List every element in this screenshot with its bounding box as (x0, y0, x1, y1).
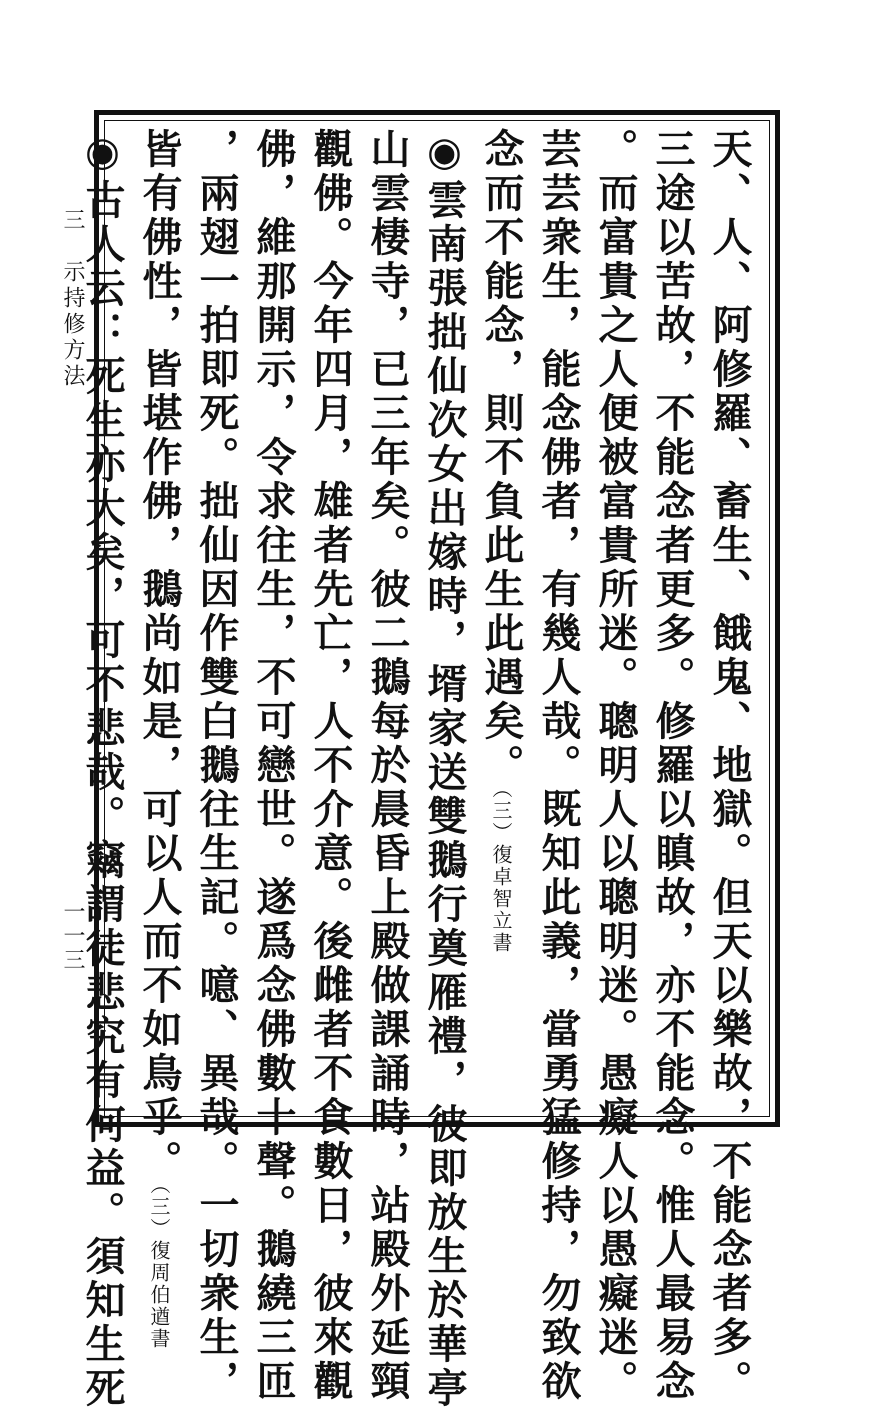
text-segment: 山雲棲寺，已三年矣。彼二鵝每於晨昏上殿做課誦時，站殿外延頸 (364, 128, 411, 1404)
text-segment: ◉古人云：死生亦大矣，可不悲哉。竊謂徒悲究有何益。須知生死 (79, 128, 126, 1411)
text-column (473, 128, 530, 1108)
text-column (644, 128, 701, 1404)
text-segment: 佛，維那開示，令求往生，不可戀世。遂爲念佛數十聲。鵝繞三匝 (250, 128, 297, 1404)
text-segment: 。而富貴之人便被富貴所迷。聰明人以聰明迷。愚癡人以愚癡迷。 (592, 128, 639, 1404)
page-number: 一一三 (60, 900, 85, 972)
text-column (416, 128, 473, 1411)
text-segment: 念而不能念，則不負此生此遇矣。 (478, 128, 525, 788)
source-note: （三）復卓智立書 (489, 788, 513, 954)
text-column (530, 128, 587, 1404)
text-segment: 皆有佛性，皆堪作佛，鵝尚如是，可以人而不如鳥乎。 (136, 128, 183, 1184)
source-note: （三）復周伯遒書 (147, 1184, 171, 1350)
text-column (131, 128, 188, 1350)
text-column (188, 128, 245, 1404)
text-column (245, 128, 302, 1404)
text-body (79, 128, 758, 1411)
running-head: 三 示持修方法 (60, 208, 85, 390)
text-segment: 芸芸衆生，能念佛者，有幾人哉。既知此義，當勇猛修持，勿致欲 (535, 128, 582, 1404)
text-segment: ，兩翅一拍即死。拙仙因作雙白鵝往生記。噫、異哉。一切衆生， (193, 128, 240, 1404)
text-column (359, 128, 416, 1404)
text-segment: 三途以苦故，不能念者更多。修羅以瞋故，亦不能念。惟人最易念 (649, 128, 696, 1404)
text-segment: ◉雲南張拙仙次女出嫁時，壻家送雙鵝行奠雁禮，彼即放生於華亭 (421, 128, 468, 1411)
text-segment: 觀佛。今年四月，雄者先亡，人不介意。後雌者不食數日，彼來觀 (307, 128, 354, 1404)
text-column (302, 128, 359, 1404)
text-column (587, 128, 644, 1404)
text-segment: 天、人、阿修羅、畜生、餓鬼、地獄。但天以樂故，不能念者多。 (706, 128, 753, 1404)
text-column (74, 128, 131, 1411)
text-column (701, 128, 758, 1404)
